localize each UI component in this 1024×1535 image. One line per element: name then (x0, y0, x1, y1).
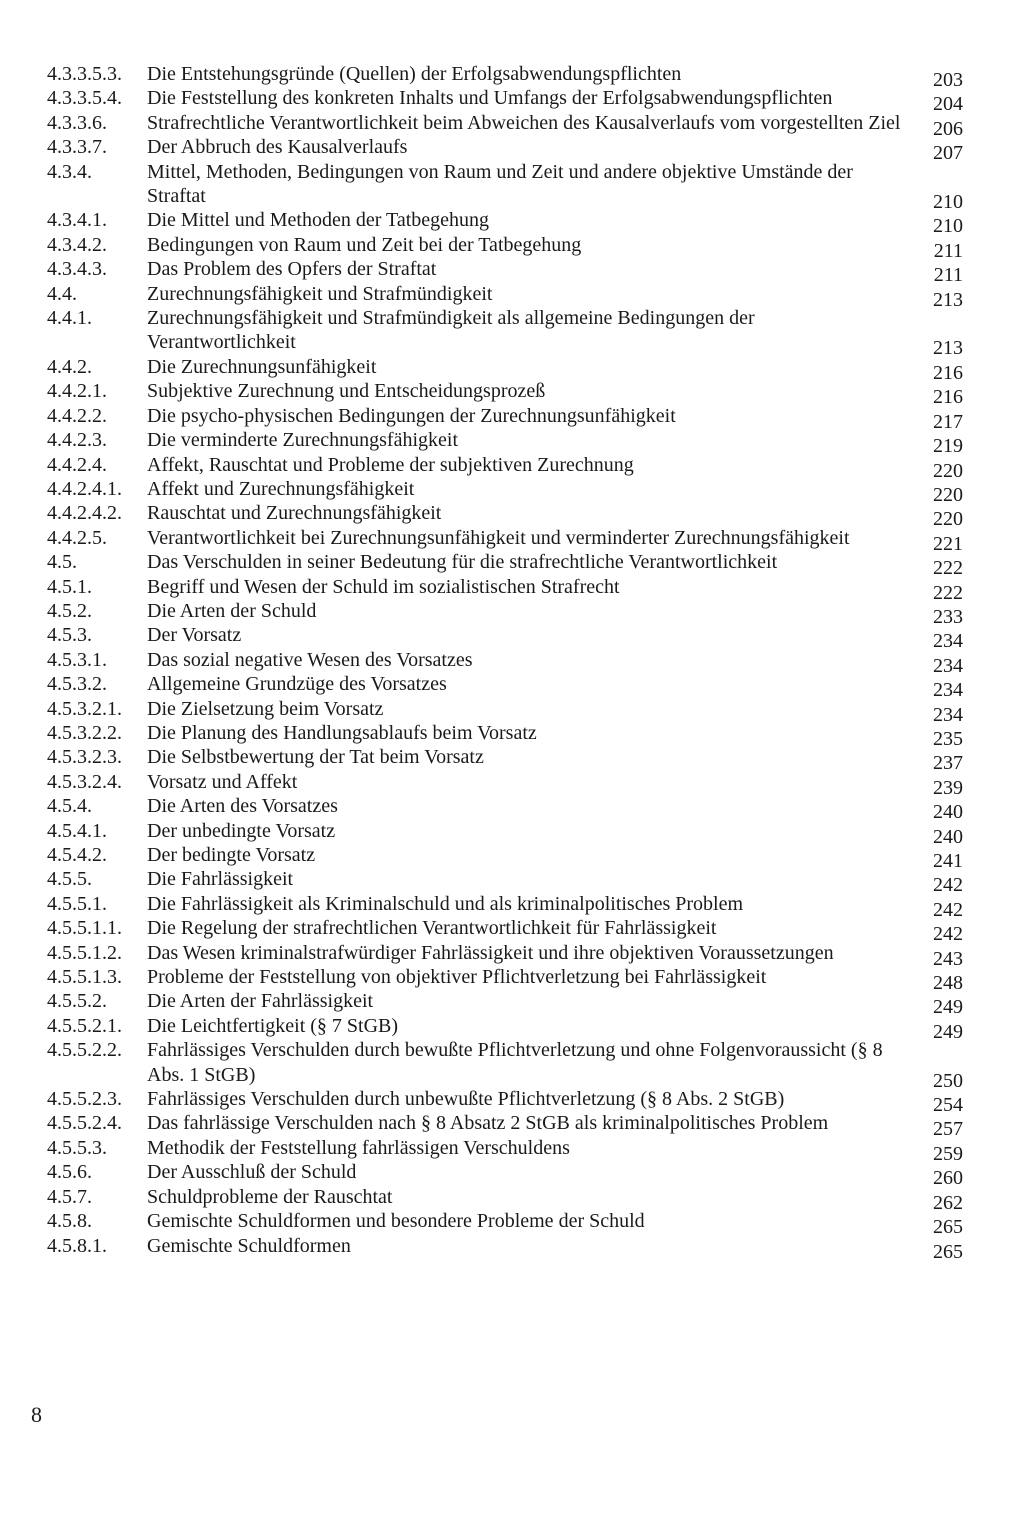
toc-entry-number: 4.5.5.1.2. (47, 941, 122, 964)
toc-entry-title: Die Fahrlässigkeit als Kriminalschuld und als kriminalpolitisches Problem (147, 892, 744, 915)
toc-entry (47, 965, 967, 995)
toc-entry-title: Gemischte Schuldformen und besondere Probleme der Schuld (147, 1210, 645, 1233)
toc-entry (47, 1087, 967, 1117)
toc-entry (47, 721, 967, 750)
toc-entry-page: 249 (933, 996, 963, 1019)
toc-entry-page: 220 (933, 459, 963, 482)
toc-entry-title: Allgemeine Grundzüge des Vorsatzes (147, 673, 447, 696)
toc-entry-page: 210 (933, 215, 963, 238)
toc-entry-title: Das Problem des Opfers der Straftat (147, 258, 437, 281)
toc-entry (47, 648, 967, 677)
page-number: 8 (31, 1402, 42, 1427)
toc-entry (47, 306, 967, 360)
toc-entry (47, 208, 967, 238)
toc-entry-page: 241 (933, 850, 963, 872)
toc-entry-page: 249 (933, 1020, 963, 1043)
toc-entry-page: 237 (933, 752, 963, 775)
toc-entry-page: 213 (933, 337, 963, 360)
toc-entry-number: 4.5.4. (47, 795, 92, 818)
toc-entry-page: 240 (933, 825, 963, 848)
toc-entry-number: 4.5.5.2. (47, 990, 107, 1013)
toc-entry-number: 4.4.2.1. (47, 380, 107, 403)
toc-entry (47, 672, 967, 702)
toc-entry-title: Die verminderte Zurechnungsfähigkeit (147, 429, 458, 452)
toc-entry (47, 355, 967, 384)
toc-entry-number: 4.4.2.2. (47, 404, 107, 427)
toc-entry (47, 550, 967, 580)
toc-entry (47, 428, 967, 458)
toc-entry-title: Verantwortlichkeit bei Zurechnungsunfähigkeit und verminderter Zurechnungsfähigkeit (147, 526, 850, 549)
toc-entry-number: 4.3.4.1. (47, 209, 107, 232)
toc-entry-page: 222 (933, 581, 963, 604)
toc-entry-page: 243 (933, 947, 963, 970)
toc-entry-page: 234 (933, 679, 963, 702)
toc-entry (47, 575, 967, 604)
toc-entry (47, 697, 967, 726)
toc-entry-number: 4.4.1. (47, 307, 92, 330)
toc-entry (47, 819, 967, 848)
toc-entry (47, 135, 967, 165)
toc-entry-number: 4.5.6. (47, 1161, 92, 1184)
toc-entry-number: 4.4.2.4.1. (47, 477, 122, 500)
toc-entry (47, 453, 967, 482)
toc-entry-title: Der unbedingte Vorsatz (147, 819, 336, 842)
toc-entry-page: 213 (933, 288, 963, 311)
toc-entry-title: Die Planung des Handlungsablaufs beim Vorsatz (147, 721, 537, 744)
toc-entry-page: 206 (933, 117, 963, 140)
toc-entry-title: Mittel, Methoden, Bedingungen von Raum und Zeit und andere objektive Umstände der Straftat (147, 160, 853, 208)
toc-entry-page: 265 (933, 1240, 963, 1263)
toc-entry-title: Das Verschulden in seiner Bedeutung für die strafrechtliche Verantwortlichkeit (147, 551, 778, 574)
toc-entry-title: Die Arten der Fahrlässigkeit (147, 990, 374, 1013)
toc-entry-number: 4.3.4.3. (47, 258, 107, 281)
toc-entry-page: 242 (933, 923, 963, 946)
toc-entry (47, 1136, 967, 1165)
toc-entry (47, 599, 967, 628)
toc-entry-number: 4.4.2. (47, 355, 92, 378)
toc-entry-title: Die Arten des Vorsatzes (147, 795, 338, 818)
toc-entry-page: 216 (933, 361, 963, 384)
toc-entry-page: 265 (933, 1216, 963, 1239)
toc-entry-number: 4.4.2.5. (47, 526, 107, 549)
toc-entry-number: 4.5.3.1. (47, 648, 107, 671)
toc-entry (47, 770, 967, 799)
toc-entry-number: 4.5.5.2.1. (47, 1014, 122, 1037)
toc-entry-page: 235 (933, 727, 963, 750)
toc-entry-number: 4.5.4.2. (47, 844, 107, 866)
toc-entry-number: 4.5.3.2.1. (47, 697, 122, 720)
toc-entry-title: Probleme der Feststellung von objektiver Pflichtverletzung bei Fahrlässigkeit (147, 966, 767, 989)
toc-entry (47, 111, 967, 140)
toc-entry-page: 211 (933, 239, 963, 262)
toc-entry-number: 4.5.8. (47, 1210, 92, 1233)
toc-entry-number: 4.5.5.1.3. (47, 966, 122, 989)
toc-entry-page: 262 (933, 1191, 963, 1214)
toc-entry-title: Die Selbstbewertung der Tat beim Vorsatz (147, 746, 484, 769)
toc-entry-title: Der Vorsatz (147, 624, 242, 647)
toc-entry-page: 204 (933, 93, 963, 116)
toc-entry-number: 4.5.5. (47, 868, 92, 891)
toc-entry-number: 4.5.5.1. (47, 892, 107, 915)
toc-entry-title: Die Regelung der strafrechtlichen Verantwortlichkeit für Fahrlässigkeit (147, 917, 717, 940)
toc-entry-page: 211 (933, 264, 963, 287)
toc-entry-title: Zurechnungsfähigkeit und Strafmündigkeit (147, 282, 493, 305)
toc-entry-number: 4.5.3.2.2. (47, 721, 122, 744)
toc-entry (47, 379, 967, 409)
toc-entry-number: 4.4. (47, 282, 77, 305)
toc-entry-number: 4.3.4.2. (47, 233, 107, 256)
toc-entry-page: 242 (933, 898, 963, 921)
toc-entry-title: Methodik der Feststellung fahrlässigen Verschuldens (147, 1136, 570, 1159)
toc-entry-number: 4.5.1. (47, 575, 92, 598)
toc-entry-number: 4.5. (47, 551, 77, 574)
toc-entry-title: Die Feststellung des konkreten Inhalts und Umfangs der Erfolgsabwendungspflichten (147, 87, 833, 110)
toc-entry-page: 203 (933, 69, 963, 91)
toc-entry-title: Die Fahrlässigkeit (147, 868, 294, 891)
toc-entry-page: 216 (933, 386, 963, 409)
toc-entry-number: 4.3.3.7. (47, 136, 107, 159)
toc-entry-page: 210 (933, 191, 963, 214)
toc-entry-number: 4.5.8.1. (47, 1234, 107, 1257)
toc-entry-number: 4.3.3.5.4. (47, 87, 122, 110)
toc-entry (47, 282, 967, 311)
toc-entry-page: 248 (933, 972, 963, 995)
toc-entry (47, 160, 967, 214)
toc-entry (47, 989, 967, 1019)
toc-entry (47, 233, 967, 262)
toc-entry-number: 4.5.3.2. (47, 673, 107, 696)
toc-entry-page: 220 (933, 483, 963, 506)
toc-entry-title: Die Zielsetzung beim Vorsatz (147, 697, 384, 720)
toc-entry (47, 745, 967, 775)
toc-entry-number: 4.5.5.2.2. (47, 1039, 122, 1062)
toc-entry-page: 259 (933, 1142, 963, 1165)
toc-entry-page: 260 (933, 1167, 963, 1190)
toc-entry (47, 404, 967, 433)
toc-entry-title: Der bedingte Vorsatz (147, 844, 316, 866)
toc-entry-title: Fahrlässiges Verschulden durch bewußte Pflichtverletzung und ohne Folgenvoraussicht (§ 8 Abs. 1 StGB) (147, 1039, 883, 1086)
toc-entry (47, 1234, 967, 1263)
toc-entry-title: Das fahrlässige Verschulden nach § 8 Absatz 2 StGB als kriminalpolitisches Problem (147, 1112, 829, 1135)
toc-entry-page: 221 (933, 532, 963, 555)
toc-entry-number: 4.5.3.2.3. (47, 746, 122, 769)
toc-entry-title: Die Entstehungsgründe (Quellen) der Erfolgsabwendungspflichten (147, 63, 682, 85)
toc-entry (47, 1185, 967, 1214)
toc-entry-title: Bedingungen von Raum und Zeit bei der Tatbegehung (147, 233, 582, 256)
toc-entry-number: 4.4.2.4. (47, 453, 107, 476)
toc-entry (47, 501, 967, 531)
toc-entry-page: 257 (933, 1118, 963, 1141)
toc-entry-title: Die Leichtfertigkeit (§ 7 StGB) (147, 1014, 399, 1037)
toc-entry-title: Der Abbruch des Kausalverlaufs (147, 136, 408, 159)
toc-entry (47, 941, 967, 970)
table-of-contents (47, 62, 967, 1263)
toc-entry-page: 234 (933, 654, 963, 677)
toc-entry-title: Der Ausschluß der Schuld (147, 1161, 357, 1184)
toc-entry-number: 4.5.3.2.4. (47, 770, 122, 793)
toc-entry (47, 1209, 967, 1239)
toc-entry-title: Zurechnungsfähigkeit und Strafmündigkeit als allgemeine Bedingungen der Verantwortlichkeit (147, 307, 755, 354)
toc-entry-page: 207 (933, 142, 963, 165)
toc-entry (47, 1111, 967, 1141)
toc-entry-title: Die psycho-physischen Bedingungen der Zurechnungsunfähigkeit (147, 404, 676, 427)
toc-entry-number: 4.4.2.3. (47, 429, 107, 452)
toc-entry (47, 1014, 967, 1043)
toc-entry-page: 217 (933, 410, 963, 433)
toc-entry-title: Subjektive Zurechnung und Entscheidungsprozeß (147, 380, 546, 403)
toc-entry-number: 4.5.7. (47, 1185, 92, 1208)
toc-entry (47, 526, 967, 555)
toc-entry-title: Affekt, Rauschtat und Probleme der subjektiven Zurechnung (147, 453, 634, 476)
toc-entry (47, 892, 967, 921)
toc-entry-number: 4.5.2. (47, 599, 92, 622)
toc-entry-page: 254 (933, 1094, 963, 1117)
toc-entry-title: Affekt und Zurechnungsfähigkeit (147, 477, 415, 500)
toc-entry (47, 257, 967, 287)
toc-entry-number: 4.3.3.5.3. (47, 63, 122, 85)
toc-entry-title: Rauschtat und Zurechnungsfähigkeit (147, 502, 442, 525)
toc-entry-page: 233 (933, 605, 963, 628)
toc-entry (47, 794, 967, 824)
toc-entry-page: 239 (933, 776, 963, 799)
toc-entry (47, 86, 967, 116)
toc-entry-title: Strafrechtliche Verantwortlichkeit beim Abweichen des Kausalverlaufs vom vorgestellten Ziel (147, 111, 901, 134)
toc-entry-page: 234 (933, 630, 963, 653)
toc-entry-page: 222 (933, 557, 963, 580)
toc-entry-title: Das sozial negative Wesen des Vorsatzes (147, 648, 473, 671)
toc-entry-title: Begriff und Wesen der Schuld im sozialistischen Strafrecht (147, 575, 620, 598)
toc-entry-title: Gemischte Schuldformen (147, 1234, 351, 1257)
toc-entry-number: 4.5.4.1. (47, 819, 107, 842)
toc-entry (47, 867, 967, 897)
toc-entry (47, 477, 967, 506)
toc-entry-title: Die Zurechnungsunfähigkeit (147, 355, 377, 378)
toc-entry-title: Die Arten der Schuld (147, 599, 317, 622)
toc-entry-page: 240 (933, 801, 963, 824)
toc-entry (47, 62, 967, 91)
toc-entry (47, 843, 967, 872)
toc-entry-number: 4.3.4. (47, 160, 92, 183)
toc-entry-title: Fahrlässiges Verschulden durch unbewußte Pflichtverletzung (§ 8 Abs. 2 StGB) (147, 1088, 785, 1111)
toc-entry-title: Schuldprobleme der Rauschtat (147, 1185, 393, 1208)
toc-entry-title: Vorsatz und Affekt (147, 770, 298, 793)
toc-entry (47, 623, 967, 653)
toc-entry-number: 4.5.5.3. (47, 1136, 107, 1159)
toc-entry-page: 250 (933, 1069, 963, 1092)
toc-entry-page: 219 (933, 435, 963, 458)
toc-entry-title: Das Wesen kriminalstrafwürdiger Fahrlässigkeit und ihre objektiven Voraussetzungen (147, 941, 834, 964)
toc-entry (47, 916, 967, 946)
toc-entry-number: 4.3.3.6. (47, 111, 107, 134)
toc-entry-page: 242 (933, 874, 963, 897)
toc-entry-page: 220 (933, 508, 963, 531)
toc-entry-number: 4.5.5.2.4. (47, 1112, 122, 1135)
toc-entry-number: 4.5.5.1.1. (47, 917, 122, 940)
toc-entry-title: Die Mittel und Methoden der Tatbegehung (147, 209, 490, 232)
toc-entry-number: 4.5.3. (47, 624, 92, 647)
toc-entry (47, 1038, 967, 1092)
toc-entry-page: 234 (933, 703, 963, 726)
toc-entry-number: 4.5.5.2.3. (47, 1088, 122, 1111)
toc-entry (47, 1160, 967, 1190)
toc-entry-number: 4.4.2.4.2. (47, 502, 122, 525)
